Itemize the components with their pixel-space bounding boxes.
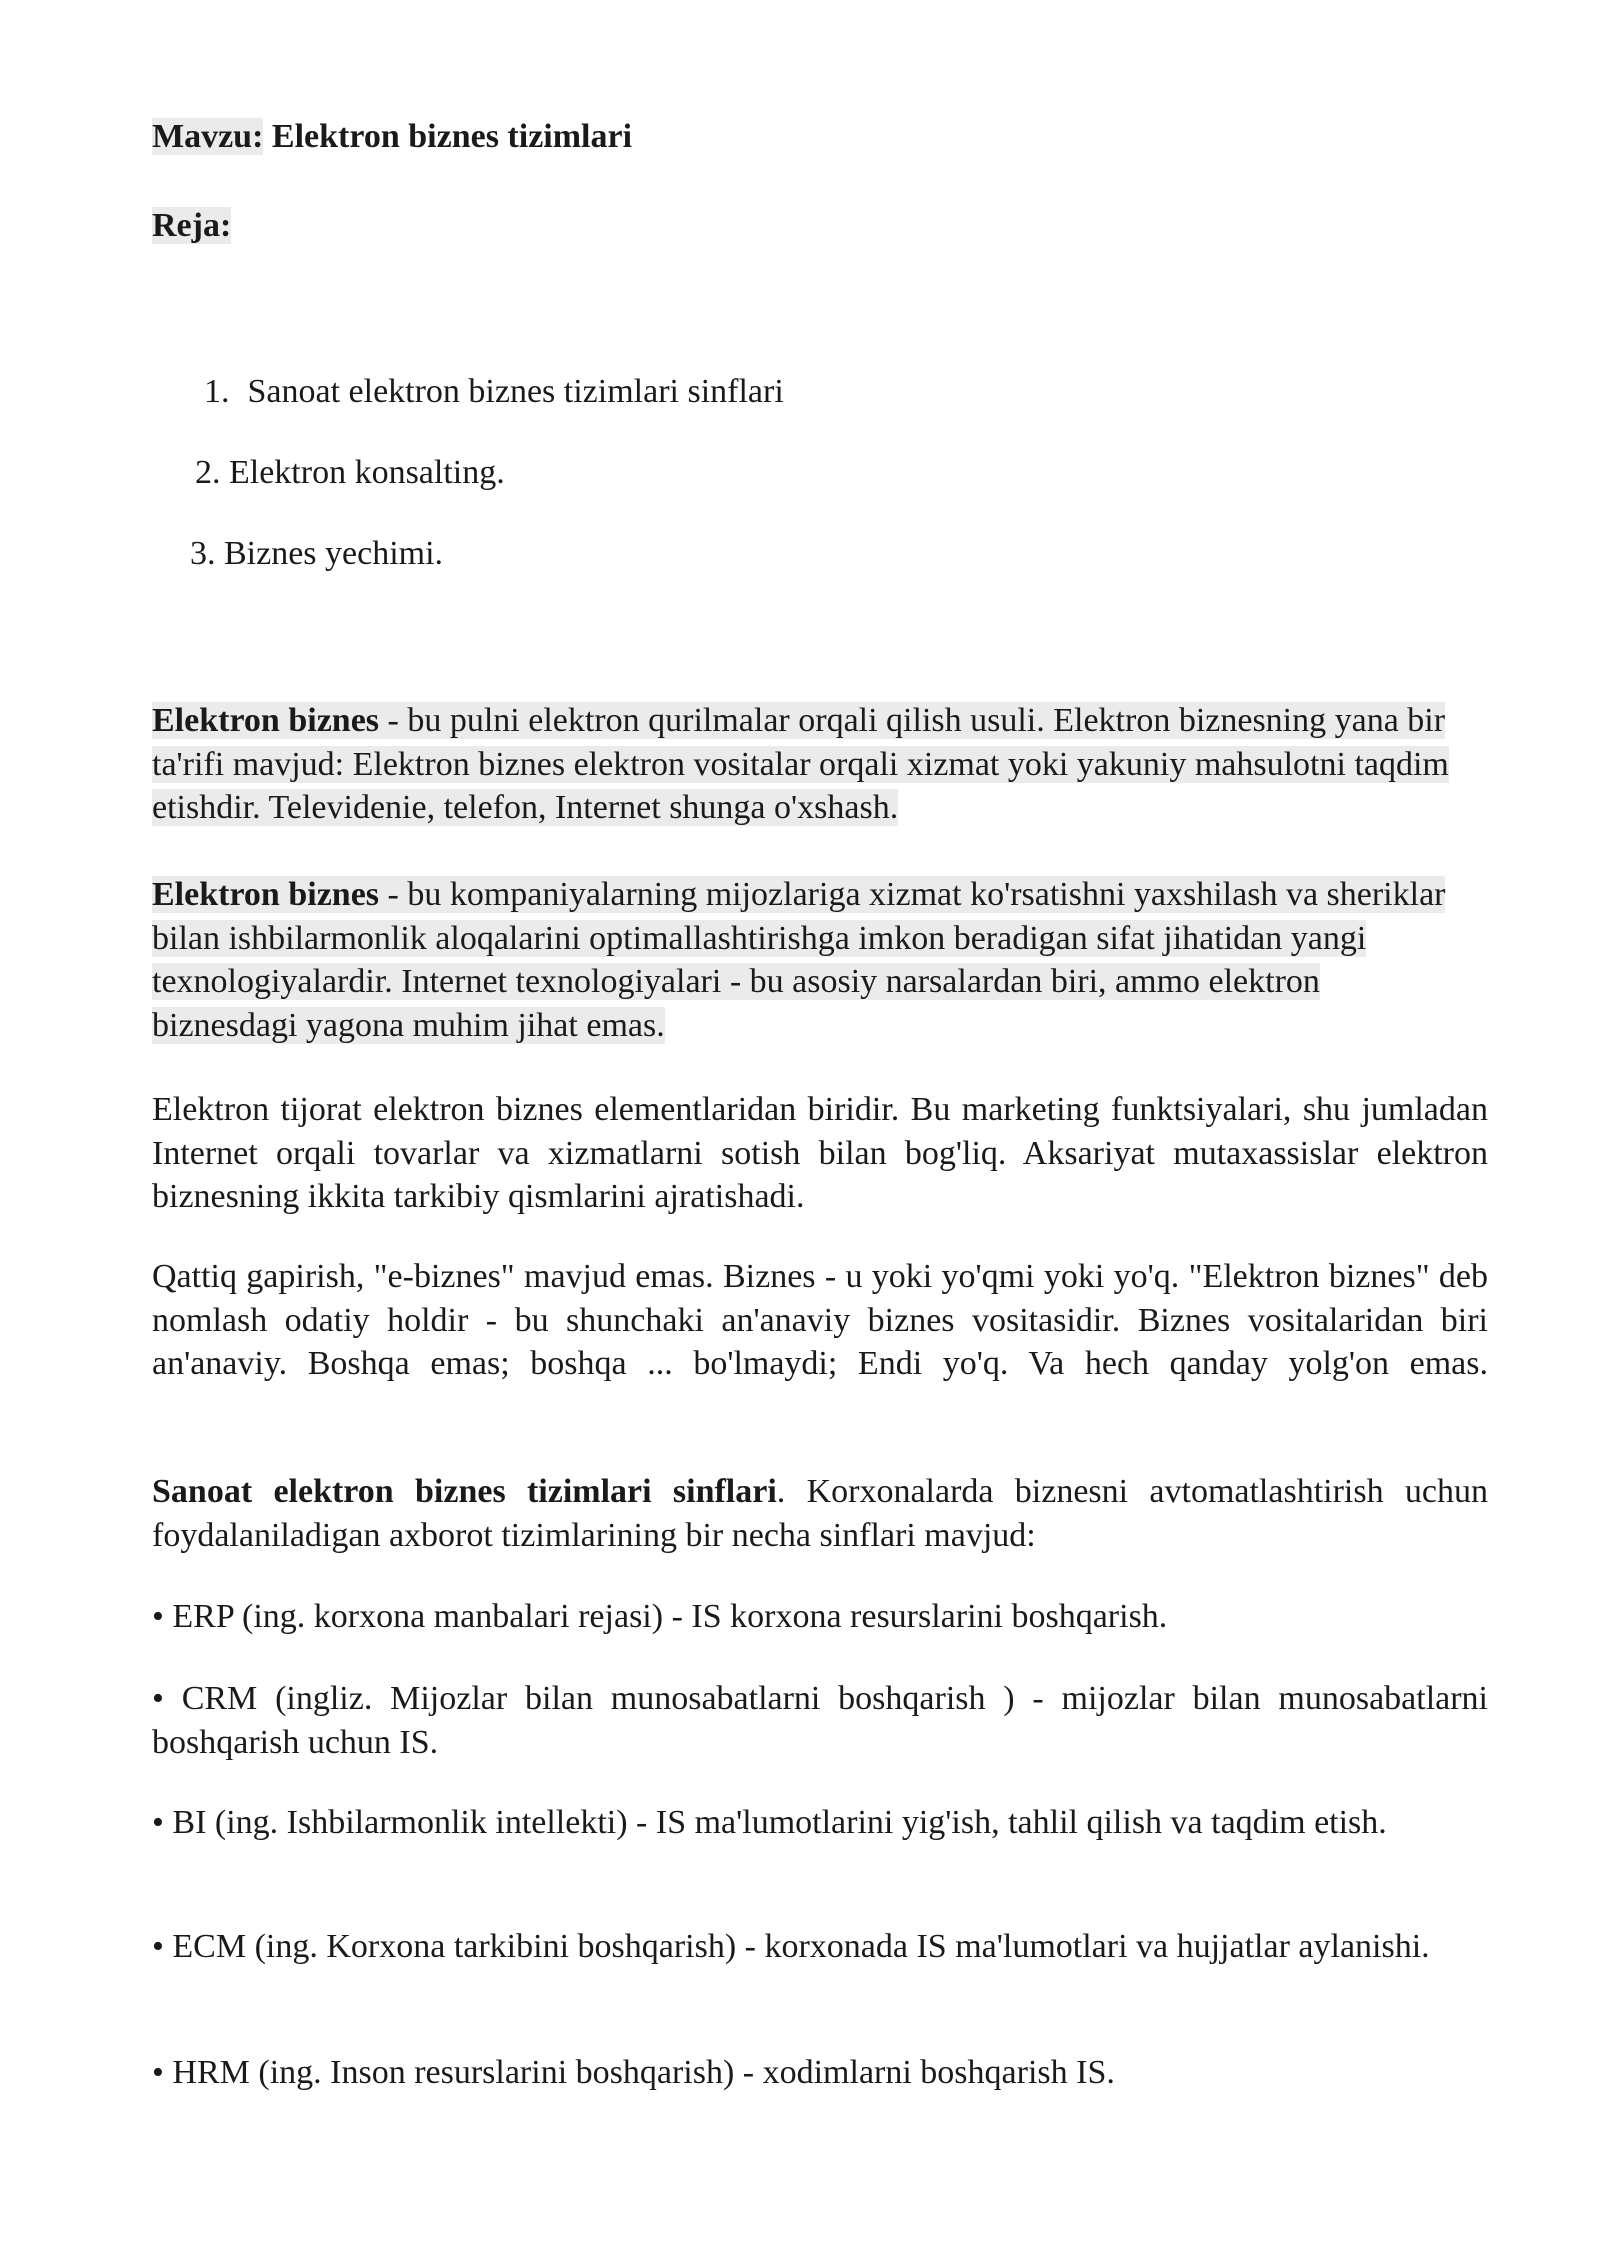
title-text: Elektron biznes tizimlari [263,118,633,155]
bullet-crm: • CRM (ingliz. Mijozlar bilan munosabatlarni boshqarish ) - mijozlar bilan munosabatlarni boshqarish uchun IS. [152,1680,1488,1761]
term-elektron-biznes-2: Elektron biznes [152,876,380,913]
bullet-bi: • BI (ing. Ishbilarmonlik intellekti) - IS ma'lumotlarini yig'ish, tahlil qilish va taqdim etish. [152,1804,1387,1841]
paragraph-definition-2: Elektron biznes - bu kompaniyalarning mijozlariga xizmat ko'rsatishni yaxshilash va sheriklar bilan ishbilarmonlik aloqalarini optimallashtirishga imkon beradigan sifat jihatidan yangi texnologiyalardir. Internet texnologiyalari - bu asosiy narsalardan biri, ammo elektron biznesdagi yagona muhim jihat emas. [152,876,1446,1044]
bullet-hrm: • HRM (ing. Inson resurslarini boshqarish) - xodimlarni boshqarish IS. [152,2054,1115,2091]
paragraph-definition-1: Elektron biznes - bu pulni elektron qurilmalar orqali qilish usuli. Elektron biznesning yana bir ta'rifi mavjud: Elektron biznes elektron vositalar orqali xizmat yoki yakuniy mahsulotni taqdim etishdir. Televidenie, telefon, Internet shunga o'xshash. [152,702,1449,826]
document-title [152,115,632,159]
title-label: Mavzu: [152,118,264,155]
term-system-classes: Sanoat elektron biznes tizimlari sinflari [152,1473,777,1510]
plan-item-1: 1. Sanoat elektron biznes tizimlari sinflari [204,373,784,410]
paragraph-system-classes: Sanoat elektron biznes tizimlari sinflari. Korxonalarda biznesni avtomatlashtirish uchun foydalaniladigan axborot tizimlarining bir necha sinflari mavjud: [152,1473,1488,1554]
plan-heading: Reja: [152,207,232,244]
term-elektron-biznes: Elektron biznes [152,702,380,739]
paragraph-e-business-note: Qattiq gapirish, "e-biznes" mavjud emas. Biznes - u yoki yo'qmi yoki yo'q. "Elektron biznes" deb nomlash odatiy holdir - bu shunchaki an'anaviy biznes vositasidir. Biznes vositalaridan biri an'anaviy. Boshqa emas; boshqa ... bo'lmaydi; Endi yo'q. Va hech qanday yolg'on emas. [152,1258,1488,1382]
bullet-ecm: • ECM (ing. Korxona tarkibini boshqarish) - korxonada IS ma'lumotlari va hujjatlar aylanishi. [152,1928,1430,1965]
bullet-erp: • ERP (ing. korxona manbalari rejasi) - IS korxona resurslarini boshqarish. [152,1598,1168,1635]
plan-item-3: 3. Biznes yechimi. [190,535,444,572]
document-page [152,0,1488,2262]
plan-item-2: 2. Elektron konsalting. [195,454,505,491]
paragraph-ecommerce: Elektron tijorat elektron biznes elementlaridan biridir. Bu marketing funktsiyalari, shu jumladan Internet orqali tovarlar va xizmatlarni sotish bilan bog'liq. Aksariyat mutaxassislar elektron biznesning ikkita tarkibiy qismlarini ajratishadi. [152,1091,1488,1215]
